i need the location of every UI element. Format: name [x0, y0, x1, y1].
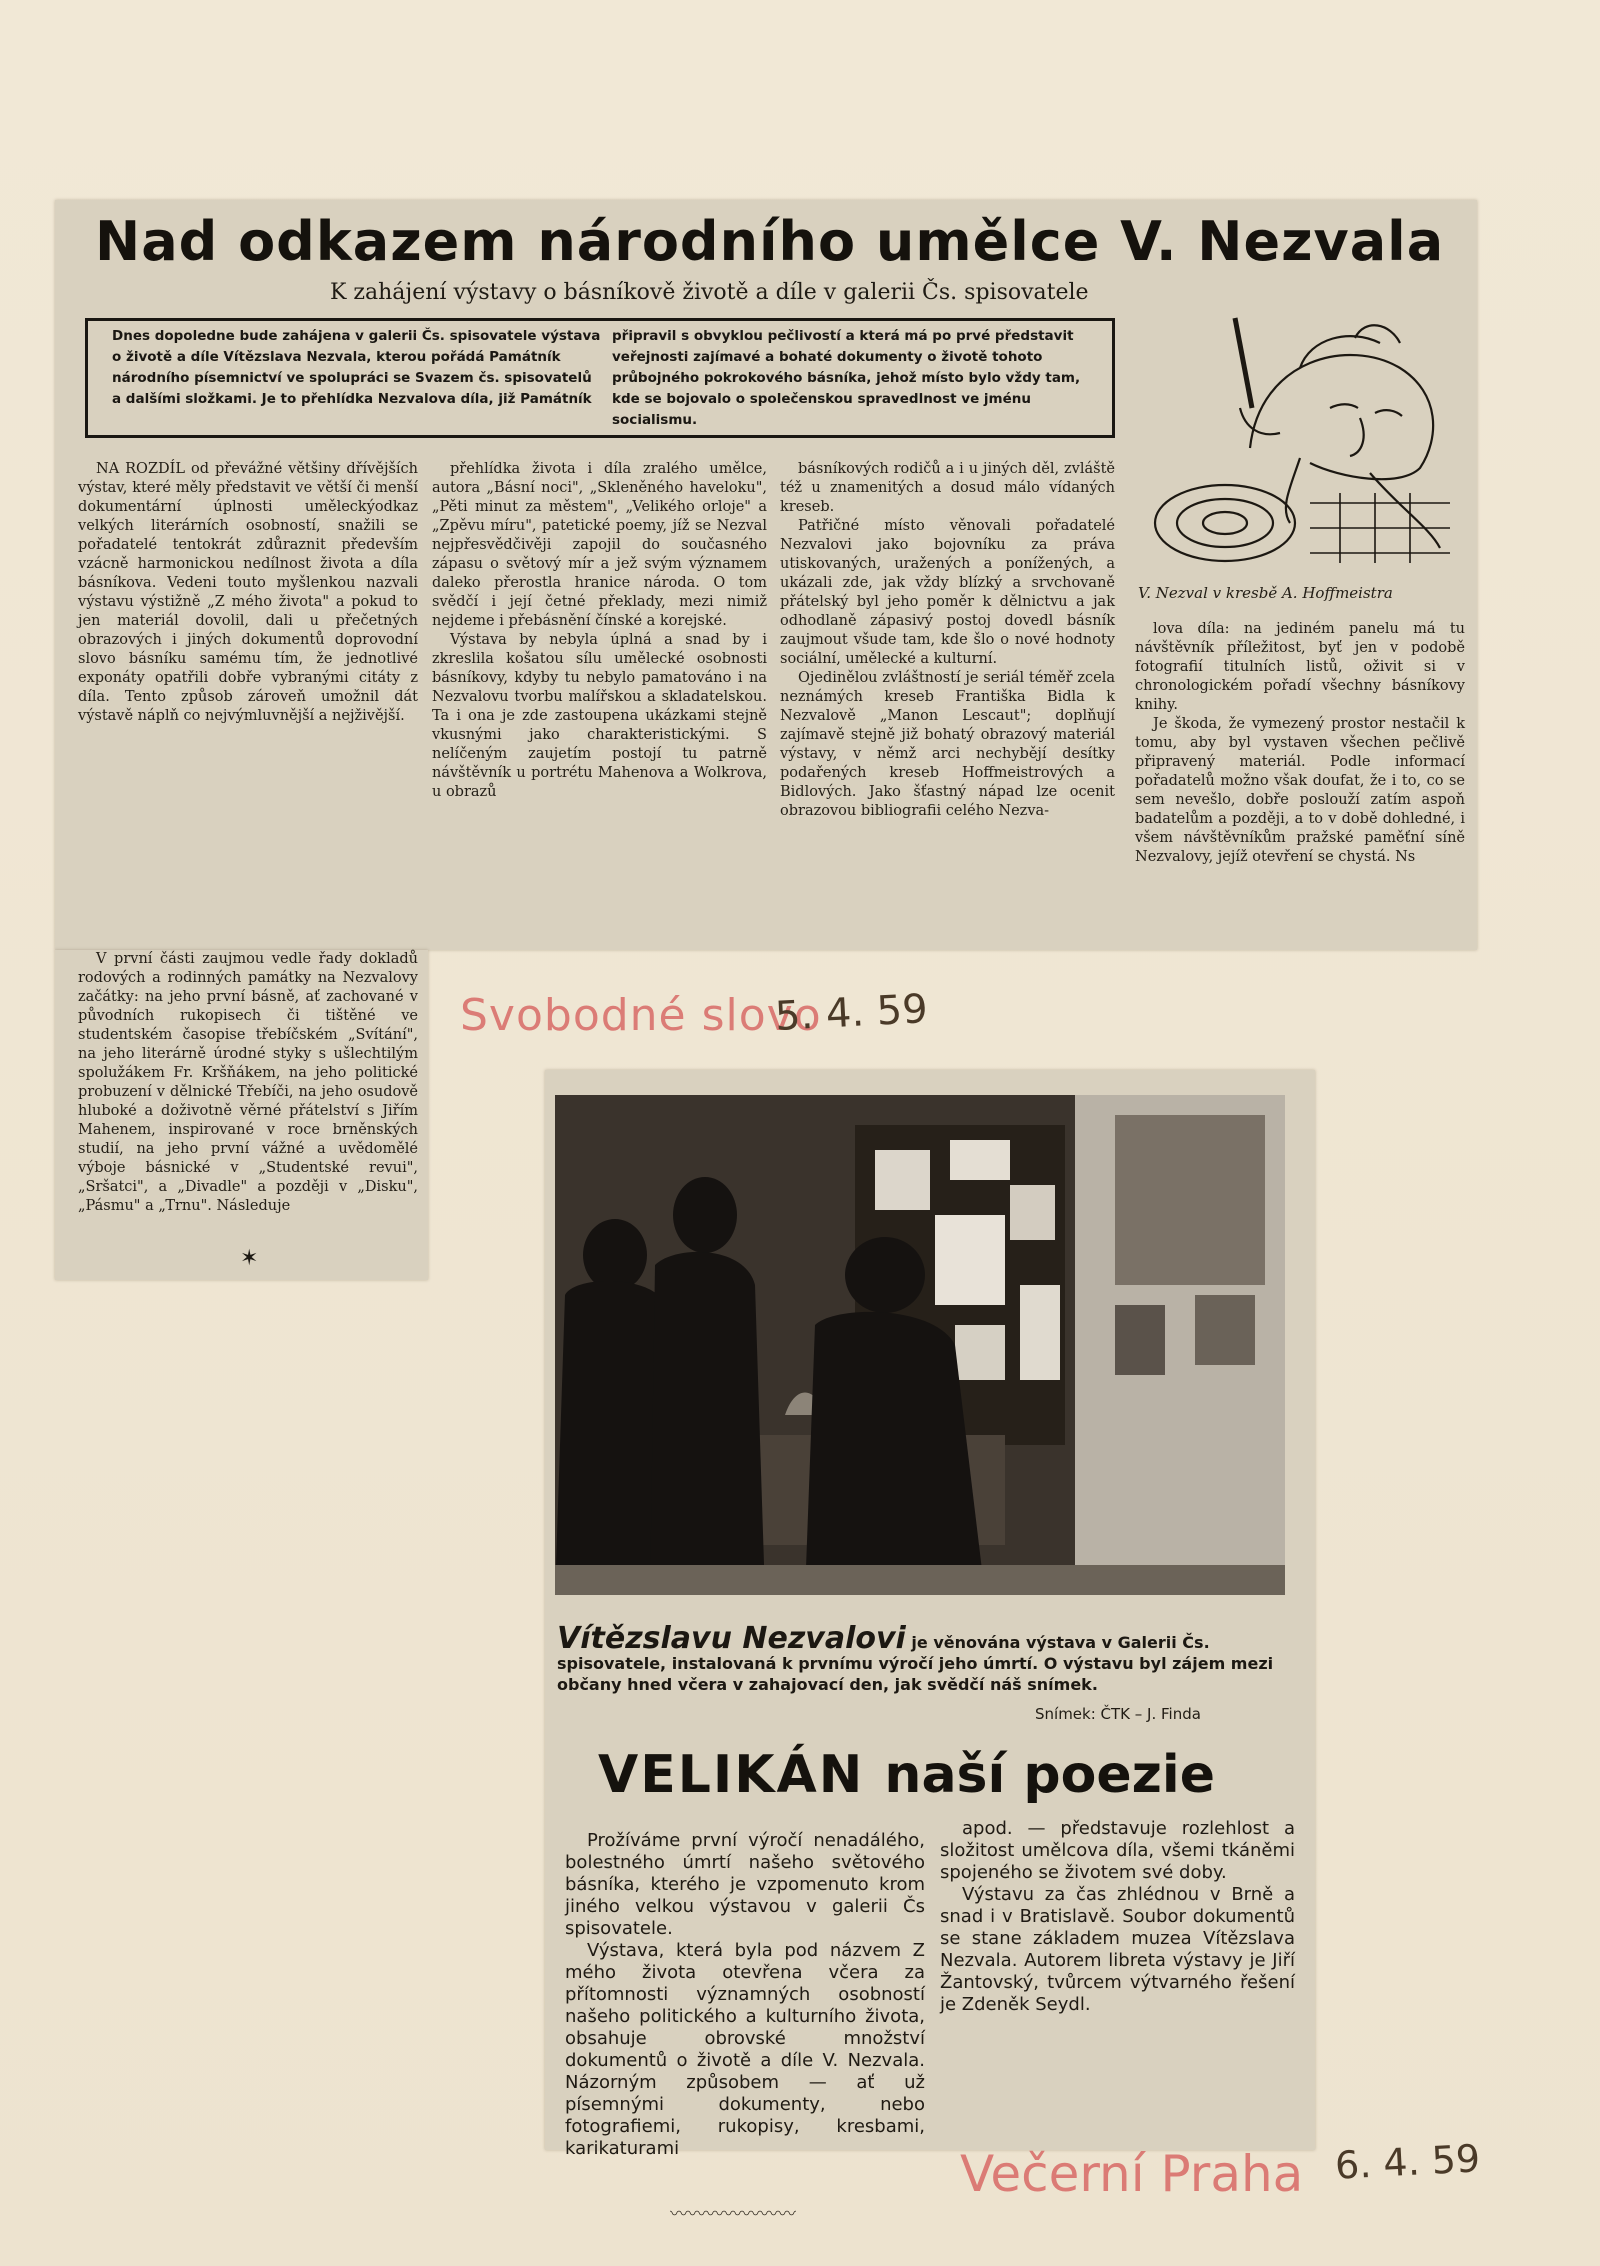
handwritten-date-1: 5. 4. 59 [773, 986, 929, 1040]
article1-col4-para1: lova díla: na jediném panelu má tu návštěvník příležitost, byť jen v podobě fotografií titulních listů, oživit si v chronologickém pořadí všechny básníkovy knihy. [1135, 621, 1465, 713]
photo-caption-text: je věnována výstava v Galerii Čs. spisovatele, instalovaná k prvnímu výročí jeho úmrtí. O výstavu byl zájem mezi občany hned včera v zahajovací den, jak svědčí náš snímek. [557, 1633, 1274, 1694]
article2-col1-para2: Výstava, která byla pod názvem Z mého života otevřena včera za přítomnosti významných osobností našeho politického a kulturního života, obsahuje obrovské množství dokumentů o životě a díle V. Nezvala. Názorným způsobem — ať už písemnými dokumenty, nebo fotografiemi, rukopisy, kresbami, karikaturami [565, 1940, 925, 2159]
article1-lead-col2: připravil s obvyklou pečlivostí a která má po prvé představit veřejnosti zajímavé a bohaté dokumenty o životě tohoto průbojného pokrokového básníka, jehož místo bylo vždy tam, kde se bojovalo o společenskou spravedlnost ve jménu socialismu. [612, 328, 1081, 428]
article2-headline-big: VELIKÁN [598, 1745, 865, 1805]
article1-col3-para2: Patřičné místo věnovali pořadatelé Nezvalovi jako bojovníku za práva utiskovaných, uražených a ponížených, a ukázali zde, jak vždy blízký a srvchovaně přátelský byl jeho poměr k dělnictvu a jak odhodlaně zápasivý postoj dovedl básník zaujmout všude tam, kde šlo o nové hodnoty sociální, umělecké a kulturní. [780, 518, 1115, 667]
stamp-vecerni-praha: Večerní Praha [960, 2145, 1304, 2203]
article2-col2-para1: apod. — představuje rozlehlost a složitost umělcova díla, všemi tkáněmi spojeného se životem své doby. [940, 1818, 1295, 1883]
article2-headline-rest: naší poezie [884, 1745, 1215, 1805]
article1-column-3 [780, 460, 1115, 821]
photo-credit: Snímek: ČTK – J. Finda [1035, 1705, 1201, 1723]
article1-column-4 [1135, 620, 1465, 867]
star-separator: ✶ [240, 1246, 259, 1271]
article1-col2-para1: přehlídka života i díla zralého umělce, autora „Básní noci", „Skleněného haveloku", „Pěti minut za městem", „Velikého orloje" a „Zpěvu míru", patetické poemy, jíž se Nezval nejpřesvědčivěji zapojil do současného zápasu o světový mír a jež svým významem daleko přerostla hranice národa. O tom svědčí i její četné překlady, mezi nimiž nejdeme i přebásnění čínské a korejské. [432, 461, 767, 629]
article2-col1-para1: Prožíváme první výročí nenadálého, bolestného úmrtí našeho světového básníka, kterého je vzpomenuto krom jiného velkou výstavou v galerii Čs spisovatele. [565, 1830, 925, 1939]
article1-subheadline: K zahájení výstavy o básníkově životě a díle v galerii Čs. spisovatele [330, 280, 1089, 305]
article1-col1-para2: V první části zaujmou vedle řady dokladů rodových a rodinných památky na Nezvalovy začátky: na jeho první básně, ať zachované v původních rukopisech či tištěné ve studentském časopise třebíčském „Svítání", na jeho literárně úrodné styky s ušlechtilým spolužákem Fr. Kršňákem, na jeho politické probuzení v dělnické Třebíči, na jeho osudově hluboké a doživotně věrné přátelství s Jiřím Mahenem, inspirované v roce brněnských studií, na jeho první vážné a uvědomělé výboje básnické v „Studentské revui", „Sršatci", a „Divadle" a později v „Disku", „Pásmu" a „Trnu". Následuje [78, 951, 418, 1214]
article1-column-1-tail [78, 950, 418, 1216]
article1-col4-para2-text: Je škoda, že vymezený prostor nestačil k tomu, aby byl vystaven všechen pečlivě připravený materiál. Podle informací pořadatelů možno však doufat, že i to, co se sem nevešlo, dobře poslouží zatím aspoň badatelům a později, a to v době dohledné, i všem návštěvníkům pražské paměťní síně Nezvalovy, jejíž otevření se chystá. [1135, 716, 1465, 865]
article1-col3-para3: Ojedinělou zvláštností je seriál téměř zcela neznámých kreseb Františka Bidla k Nezvalově „Manon Lescaut"; doplňují zajímavě stejně již bohatý obrazový materiál výstavy, v němž arci nechybějí desítky podařených kreseb Hoffmeistrových a Bidlových. Jako šťastný nápad lze ocenit obrazovou bibliografii celého Nezva- [780, 670, 1115, 819]
article2-col2-para2: Výstavu za čas zhlédnou v Brně a snad i v Bratislavě. Soubor dokumentů se stane základem muzea Vítězslava Nezvala. Autorem libreta výstavy je Jiří Žantovský, tvůrcem výtvarného řešení je Zdeněk Seydl. [940, 1884, 1295, 2015]
article1-col1-para1: NA ROZDÍL od převážné většiny dřívějších výstav, které měly představit ve větší či menší dokumentární úplnosti uměleckýodkaz velkých literárních osobností, snažili se pořadatelé tentokrát zdůraznit především vzácně harmonickou nedílnost života a díla básníkova. Vedeni touto myšlenkou nazvali výstavu výstižně „Z mého života" a pokud to jen materiál dovolil, dali u přečetných obrazových i jiných dokumentů doprovodní slovo básníku samému tím, že jednotlivé exponáty opatřili dobře vybranými citáty z díla. Tento způsob zároveň umožnil dát výstavě náplň co nejvýmluvnější a nejživější. [78, 461, 418, 724]
exhibition-photo [555, 1095, 1285, 1595]
article1-signature: Ns [1395, 849, 1416, 865]
article2-column-1 [565, 1830, 925, 2160]
article1-column-2 [432, 460, 767, 802]
article1-headline: Nad odkazem národního umělce V. Nezvala [95, 210, 1445, 273]
end-mark: 〰〰〰〰〰〰〰 [670, 2204, 796, 2225]
article1-column-1 [78, 460, 418, 726]
photo-caption [557, 1621, 1292, 1695]
article2-headline [598, 1745, 1215, 1805]
article2-column-2 [940, 1818, 1295, 2016]
article1-lead-col1: Dnes dopoledne bude zahájena v galerii Čs. spisovatele výstava o životě a díle Vítězslava Nezvala, kterou pořádá Památník národního písemnictví ve spolupráci se Svazem čs. spisovatelů a dalšími složkami. Je to přehlídka Nezvalova díla, již Památník [112, 328, 601, 407]
caricature-drawing [1140, 298, 1470, 588]
caricature-caption: V. Nezval v kresbě A. Hoffmeistra [1138, 584, 1393, 602]
article1-col4-para2 [1135, 715, 1465, 867]
stamp-svobodne-slovo: Svobodné slovo [460, 990, 822, 1041]
article1-col2-para2: Výstava by nebyla úplná a snad by i zkreslila košatou sílu umělecké osobnosti básníkovy, kdyby tu nebylo pamatováno i na Nezvalovu tvorbu malířskou a skladatelskou. Ta i ona je zde zastoupena ukázkami stejně vkusnými jako charakteristickými. S nelíčeným zaujetím postojí tu patrně návštěvník u portrétu Mahenova a Wolkrova, u obrazů [432, 632, 767, 800]
article1-col3-para1: básníkových rodičů a i u jiných děl, zvláště též u znamenitých a dosud málo vídaných kreseb. [780, 461, 1115, 515]
photo-caption-lead: Vítězslavu Nezvalovi [557, 1621, 906, 1656]
handwritten-date-2: 6. 4. 59 [1333, 2136, 1482, 2188]
